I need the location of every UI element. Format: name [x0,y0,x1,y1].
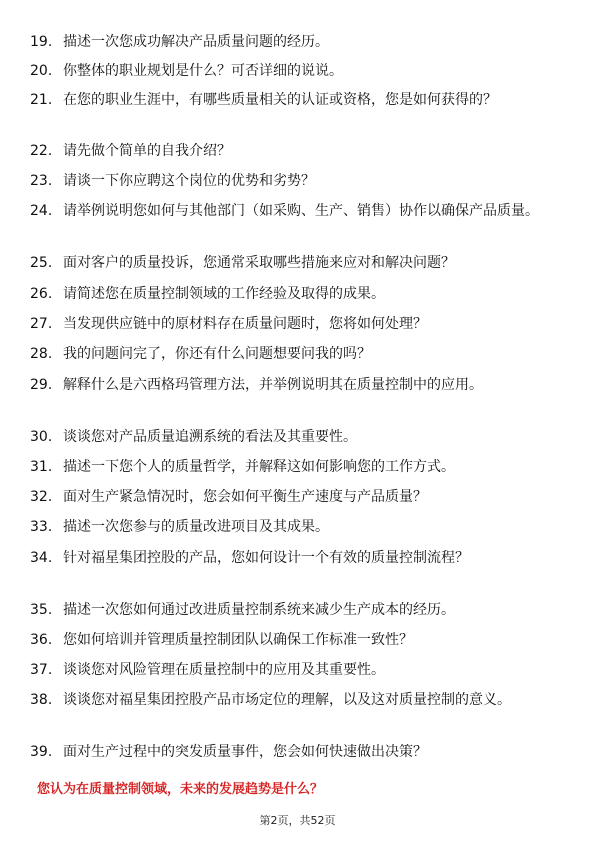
question-number: 35. [30,602,53,618]
question-text: 你整体的职业规划是什么？可否详细的说说。 [63,63,343,79]
question-number: 32. [30,489,53,505]
list-item [30,171,562,192]
question-text: 请先做个简单的自我介绍？ [63,143,231,159]
list-item [30,600,562,621]
question-text: 当发现供应链中的原材料存在质量问题时，您将如何处理？ [63,316,427,332]
list-item [30,32,562,53]
list-item [30,90,562,111]
list-item [30,660,562,681]
question-text: 请举例说明您如何与其他部门（如采购、生产、销售）协作以确保产品质量。 [63,203,539,219]
question-text: 面对生产紧急情况时，您会如何平衡生产速度与产品质量？ [63,489,427,505]
question-text: 谈谈您对风险管理在质量控制中的应用及其重要性。 [63,662,385,678]
question-number: 24. [30,203,53,219]
list-item [30,141,562,162]
question-number: 26. [30,286,53,302]
question-text: 解释什么是六西格玛管理方法，并举例说明其在质量控制中的应用。 [63,377,483,393]
question-text: 描述一次您成功解决产品质量问题的经历。 [63,34,329,50]
question-number: 39. [30,744,53,760]
question-text: 描述一下您个人的质量哲学，并解释这如何影响您的工作方式。 [63,459,455,475]
question-text: 在您的职业生涯中，有哪些质量相关的认证或资格，您是如何获得的？ [63,92,497,108]
question-number: 20. [30,63,53,79]
question-number: 23. [30,173,53,189]
list-item [30,201,562,222]
question-text: 描述一次您如何通过改进质量控制系统来减少生产成本的经历。 [63,602,455,618]
question-text: 谈谈您对产品质量追溯系统的看法及其重要性。 [63,429,357,445]
question-number: 30. [30,429,53,445]
question-number: 37. [30,662,53,678]
question-number: 19. [30,34,53,50]
question-number: 22. [30,143,53,159]
question-text: 您如何培训并管理质量控制团队以确保工作标准一致性？ [63,632,413,648]
list-item [30,690,562,711]
question-text: 面对客户的质量投诉，您通常采取哪些措施来应对和解决问题？ [63,255,455,271]
question-text: 我的问题问完了，你还有什么问题想要问我的吗？ [63,346,371,362]
list-item [30,253,562,274]
question-number: 25. [30,255,53,271]
list-item [30,427,562,448]
question-text: 请谈一下你应聘这个岗位的优势和劣势？ [63,173,315,189]
list-item [30,284,562,305]
question-text: 描述一次您参与的质量改进项目及其成果。 [63,519,329,535]
list-item [30,548,562,569]
list-item [30,487,562,508]
question-number: 21. [30,92,53,108]
question-number: 34. [30,550,53,566]
question-number: 27. [30,316,53,332]
question-text: 面对生产过程中的突发质量事件，您会如何快速做出决策？ [63,744,427,760]
list-item [30,61,562,82]
list-item [30,742,562,763]
list-item [30,630,562,651]
question-text: 针对福星集团控股的产品，您如何设计一个有效的质量控制流程？ [63,550,469,566]
question-number: 33. [30,519,53,535]
highlighted-question: 您认为在质量控制领域，未来的发展趋势是什么？ [37,782,324,797]
list-item [30,314,562,335]
list-item [30,457,562,478]
question-number: 31. [30,459,53,475]
question-number: 28. [30,346,53,362]
question-text: 请简述您在质量控制领域的工作经验及取得的成果。 [63,286,385,302]
list-item [30,375,562,396]
question-number: 29. [30,377,53,393]
question-text: 谈谈您对福星集团控股产品市场定位的理解，以及这对质量控制的意义。 [63,692,511,708]
question-number: 36. [30,632,53,648]
question-number: 38. [30,692,53,708]
list-item [30,517,562,538]
page-footer: 第2页，共52页 [259,814,336,827]
list-item [30,344,562,365]
